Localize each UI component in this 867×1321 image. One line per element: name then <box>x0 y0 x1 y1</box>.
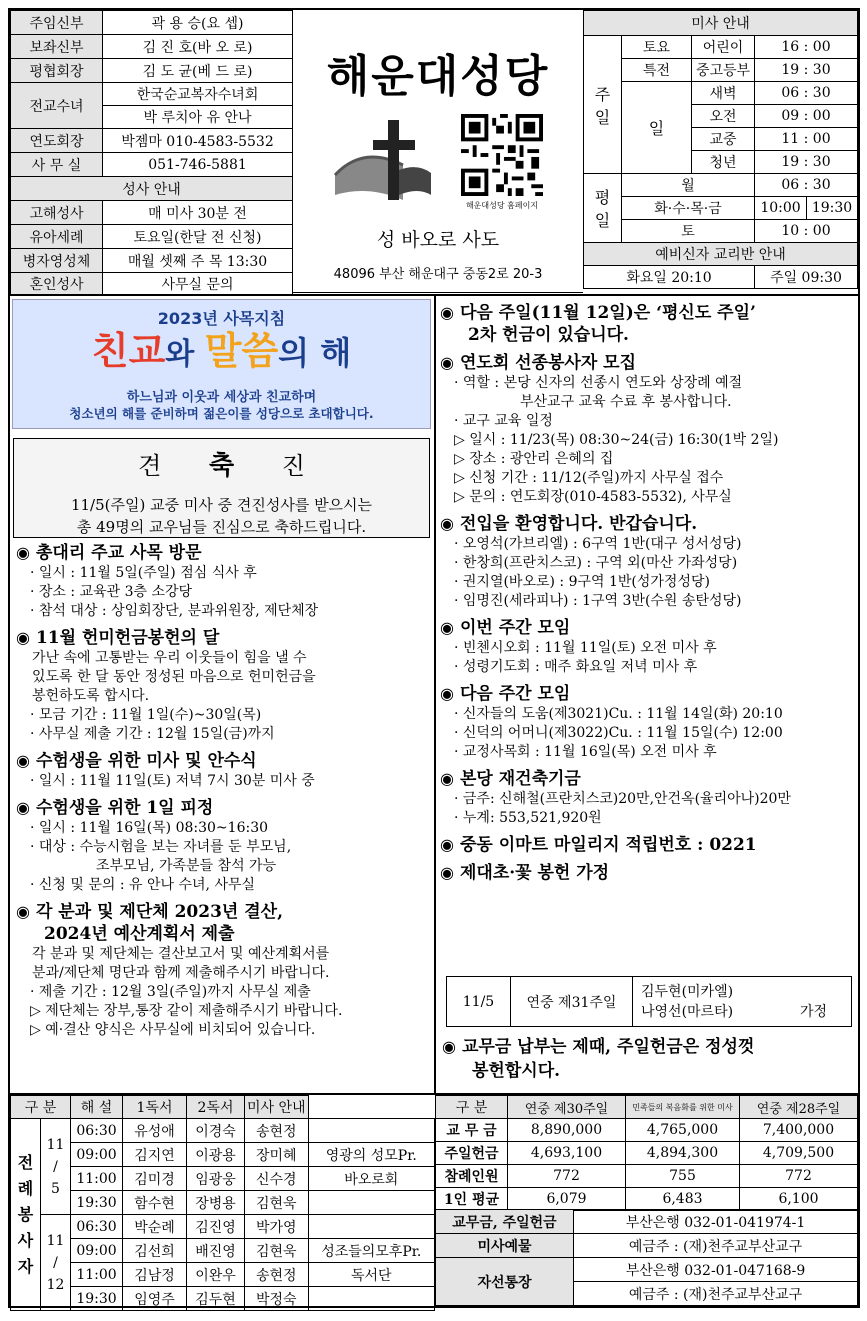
mass-weekday-label: 평 일 <box>584 174 622 243</box>
staff-name: 김 진 호(바 오 로) <box>103 35 293 59</box>
bullet-icon: ◉ <box>440 514 454 533</box>
mass-time: 06 : 30 <box>755 82 858 105</box>
notice-line: · 임명진(세라피나) : 1구역 3반(수원 송탄성당) <box>454 593 742 609</box>
notice-line: · 성령기도회 : 매주 화요일 저녁 미사 후 <box>454 659 698 675</box>
celebrate-emblem: 축 <box>208 451 235 481</box>
notice-line: 가난 속에 고통받는 우리 이웃들이 힘을 낼 수 <box>32 650 307 666</box>
sat-label: 토요 <box>622 36 692 59</box>
staff-role: 보좌신부 <box>11 35 103 59</box>
notice-line: 봉헌하도록 합시다. <box>32 688 150 704</box>
duty-cell: 함수현 <box>123 1191 187 1215</box>
duty-cell: 박순례 <box>123 1215 187 1239</box>
duty-cell: 김미경 <box>123 1167 187 1191</box>
notice-section <box>440 352 855 507</box>
church-name: 해운대성당 <box>326 51 550 102</box>
patron-saint: 성 바오로 사도 <box>376 229 500 251</box>
confirmation-box <box>13 438 430 538</box>
mass-sunday-label: 주 일 <box>584 36 622 174</box>
mass-time: 11 : 00 <box>755 128 858 151</box>
duty-header: 해 설 <box>71 1096 123 1119</box>
notice-line: · 신자들의 도움(제3021)Cu. : 11월 14일(화) 20:10 <box>454 706 783 722</box>
duty-cell: 06:30 <box>71 1215 123 1239</box>
notice-line: ▷ 예·결산 양식은 사무실에 비치되어 있습니다. <box>30 1022 316 1038</box>
notice-section <box>16 901 430 1040</box>
notice-line: · 일시 : 11월 16일(목) 08:30~16:30 <box>30 820 269 836</box>
sat-label: 특전 <box>622 59 692 82</box>
staff-role: 평협회장 <box>11 59 103 83</box>
final-note: ◉ 교무금 납부는 제때, 주일헌금은 정성껏 봉헌합시다. <box>442 1037 755 1081</box>
staff-name: 박 루치아 유 안나 <box>103 106 293 129</box>
bank-label: 자선통장 <box>436 1258 574 1306</box>
duty-cell: 19:30 <box>71 1191 123 1215</box>
staff-name: 박젬마 010-4583-5532 <box>103 129 293 153</box>
duty-cell: 김지연 <box>123 1143 187 1167</box>
bank-label: 교무금, 주일헌금 <box>436 1210 574 1234</box>
sacrament-value: 매 미사 30분 전 <box>103 201 293 225</box>
notice-title: ◉ 이번 주간 모임 <box>440 618 571 638</box>
finance-cell: 6,100 <box>740 1188 858 1211</box>
mass-time: 09 : 00 <box>755 105 858 128</box>
mass-type: 새벽 <box>692 82 755 105</box>
notice-line: · 누계: 553,521,920원 <box>454 810 602 826</box>
bullet-icon: ◉ <box>16 902 30 921</box>
duty-cell <box>308 1119 434 1143</box>
mass-table <box>583 10 858 289</box>
staff-role: 사 무 실 <box>11 153 103 177</box>
bank-holder: 예금주 : (재)천주교부산교구 <box>574 1282 858 1306</box>
sacrament-label: 병자영성체 <box>11 249 103 273</box>
confirmation-line2: 총 49명의 교우님들 진심으로 축하드립니다. <box>76 518 367 536</box>
notice-title-cont: 2차 헌금이 있습니다. <box>468 325 629 345</box>
bullet-icon: ◉ <box>440 835 454 854</box>
church-header <box>293 10 583 293</box>
notice-line: 있도록 한 달 동안 정성된 마음으로 헌미헌금을 <box>32 669 316 685</box>
mass-time: 19 : 30 <box>755 151 858 174</box>
finance-header: 연중 제30주일 <box>508 1096 626 1119</box>
duty-cell: 김두현 <box>187 1287 245 1311</box>
bullet-icon: ◉ <box>16 798 30 817</box>
finance-header: 민족들의 복음화를 위한 미사 <box>626 1096 740 1119</box>
finance-cell: 6,483 <box>626 1188 740 1211</box>
notice-title: ◉ 다음 주간 모임 <box>440 684 571 704</box>
notice-section <box>440 683 855 762</box>
duty-cell: 독서단 <box>308 1263 434 1287</box>
notice-line: ▷ 제단체는 장부,통장 같이 제출해주시기 바랍니다. <box>30 1003 343 1019</box>
mass-time: 19 : 30 <box>755 59 858 82</box>
weekday-type: 토 <box>622 220 755 243</box>
staff-name: 곽 용 승(요 셉) <box>103 11 293 35</box>
notice-title: ◉ 총대리 주교 사목 방문 <box>16 543 202 563</box>
mass-time: 19:30 <box>807 197 858 220</box>
notice-title: ◉ 다음 주일(11월 12일)은 ‘평신도 주일’ <box>440 303 756 323</box>
church-logo-icon <box>333 115 433 205</box>
notice-line: · 대상 : 수능시험을 보는 자녀를 둔 부모님, <box>30 839 292 855</box>
catechumen-tue: 화요일 20:10 <box>584 266 755 289</box>
duty-cell: 이광용 <box>187 1143 245 1167</box>
duty-cell: 09:00 <box>71 1239 123 1263</box>
duty-cell: 김진영 <box>187 1215 245 1239</box>
notice-title-cont: 2024년 예산계획서 제출 <box>44 924 235 944</box>
pastoral-banner <box>12 299 431 429</box>
bullet-icon: ◉ <box>440 863 454 882</box>
banner-top: 2023년 사목지침 <box>157 309 286 328</box>
notice-section <box>440 513 855 611</box>
left-notices <box>16 538 430 1044</box>
finance-header: 구 분 <box>436 1096 508 1119</box>
bullet-icon: ◉ <box>16 628 30 647</box>
bank-account: 부산은행 032-01-041974-1 <box>574 1210 858 1234</box>
duty-header: 2독서 <box>187 1096 245 1119</box>
notice-section <box>440 302 855 346</box>
duty-cell: 박가영 <box>245 1215 309 1239</box>
notice-title: ◉ 전입을 환영합니다. 반갑습니다. <box>440 514 698 534</box>
notice-line: · 빈첸시오회 : 11월 11일(토) 오전 미사 후 <box>454 640 717 656</box>
notice-title: ◉ 제대초·꽃 봉헌 가정 <box>440 863 610 883</box>
staff-name: 051-746-5881 <box>103 153 293 177</box>
notice-line: 부산교구 교육 수료 후 봉사합니다. <box>520 394 732 410</box>
notice-line: · 참석 대상 : 상임회장단, 분과위원장, 제단체장 <box>30 603 319 619</box>
duty-table <box>10 1095 435 1311</box>
right-notices <box>440 296 855 888</box>
finance-cell: 4,693,100 <box>508 1142 626 1165</box>
staff-table <box>10 10 293 296</box>
notice-title: ◉ 11월 헌미헌금봉헌의 달 <box>16 628 220 648</box>
finance-table <box>435 1095 858 1211</box>
notice-line: · 교구 교육 일정 <box>454 413 553 429</box>
mass-time: 06 : 30 <box>755 174 858 197</box>
duty-cell: 이완우 <box>187 1263 245 1287</box>
staff-name: 한국순교복자수녀회 <box>103 83 293 106</box>
finance-cell: 4,765,000 <box>626 1119 740 1142</box>
duty-header: 미사 안내 <box>245 1096 309 1119</box>
duty-cell: 배진영 <box>187 1239 245 1263</box>
duty-cell: 김남정 <box>123 1263 187 1287</box>
duty-cell: 바오로회 <box>308 1167 434 1191</box>
mass-time: 10:00 <box>755 197 807 220</box>
notice-line: · 신청 및 문의 : 유 안나 수녀, 사무실 <box>30 877 256 893</box>
notice-line: ▷ 신청 기간 : 11/12(주일)까지 사무실 접수 <box>454 470 724 486</box>
duty-cell: 11:00 <box>71 1167 123 1191</box>
notice-line: 분과/제단체 명단과 함께 제출해주시기 바랍니다. <box>32 965 330 981</box>
mass-time: 16 : 00 <box>755 36 858 59</box>
mass-type: 교중 <box>692 128 755 151</box>
notice-title: ◉ 수험생을 위한 미사 및 안수식 <box>16 751 257 771</box>
notice-line: · 권지열(바오로) : 9구역 1반(성가정성당) <box>454 574 710 590</box>
bullet-icon: ◉ <box>440 303 454 322</box>
finance-cell: 주일헌금 <box>436 1142 508 1165</box>
column-divider <box>434 296 436 1093</box>
notice-line: ▷ 장소 : 광안리 은혜의 집 <box>454 451 614 467</box>
notice-title: ◉ 수험생을 위한 1일 피정 <box>16 798 214 818</box>
duty-cell: 11:00 <box>71 1263 123 1287</box>
notice-line: · 일시 : 11월 11일(토) 저녁 7시 30분 미사 중 <box>30 773 315 789</box>
finance-cell: 755 <box>626 1165 740 1188</box>
notice-title: ◉ 연도회 선종봉사자 모집 <box>440 353 637 373</box>
finance-cell: 참례인원 <box>436 1165 508 1188</box>
notice-line: · 일시 : 11월 5일(주일) 점심 식사 후 <box>30 565 257 581</box>
notice-title: ◉ 각 분과 및 제단체 2023년 결산, <box>16 902 284 922</box>
staff-role: 주임신부 <box>11 11 103 35</box>
qr-caption: 해운대성당 홈페이지 <box>465 201 539 210</box>
notice-section <box>440 617 855 677</box>
notice-line: ▷ 일시 : 11/23(목) 08:30~24(금) 16:30(1박 2일) <box>454 432 779 448</box>
banner-sub2: 청소년의 해를 준비하며 젊은이를 성당으로 초대합니다. <box>69 406 374 421</box>
duty-cell: 09:00 <box>71 1143 123 1167</box>
finance-cell: 4,709,500 <box>740 1142 858 1165</box>
notice-line: · 장소 : 교육관 3층 소강당 <box>30 584 193 600</box>
mass-title: 미사 안내 <box>584 11 858 36</box>
qr-code-icon <box>461 114 543 196</box>
duty-date: 11 / 5 <box>41 1119 71 1215</box>
finance-cell: 7,400,000 <box>740 1119 858 1142</box>
notice-section <box>16 750 430 791</box>
bullet-icon: ◉ <box>440 353 454 372</box>
mass-type: 오전 <box>692 105 755 128</box>
duty-header: 1독서 <box>123 1096 187 1119</box>
duty-cell: 박정숙 <box>245 1287 309 1311</box>
sacrament-title: 성사 안내 <box>11 177 293 201</box>
notice-line: 조부모님, 가족분들 참석 가능 <box>96 858 277 874</box>
bullet-icon: ◉ <box>16 543 30 562</box>
mass-type: 중고등부 <box>692 59 755 82</box>
duty-cell: 06:30 <box>71 1119 123 1143</box>
staff-role: 연도회장 <box>11 129 103 153</box>
finance-cell: 8,890,000 <box>508 1119 626 1142</box>
sacrament-value: 사무실 문의 <box>103 273 293 296</box>
notice-title: ◉ 중동 이마트 마일리지 적립번호 : 0221 <box>440 835 757 855</box>
notice-section <box>440 768 855 828</box>
mass-type: 어린이 <box>692 36 755 59</box>
duty-cell: 이경숙 <box>187 1119 245 1143</box>
bank-table <box>435 1209 858 1306</box>
finance-cell: 교 무 금 <box>436 1119 508 1142</box>
finance-cell: 772 <box>740 1165 858 1188</box>
sacrament-value: 토요일(한달 전 신청) <box>103 225 293 249</box>
notice-title: ◉ 본당 재건축기금 <box>440 769 581 789</box>
catechumen-sun: 주일 09:30 <box>755 266 858 289</box>
finance-cell: 772 <box>508 1165 626 1188</box>
bank-account: 부산은행 032-01-047168-9 <box>574 1258 858 1282</box>
finance-header: 연중 제28주일 <box>740 1096 858 1119</box>
bank-holder: 예금주 : (재)천주교부산교구 <box>574 1234 858 1258</box>
sacrament-label: 혼인성사 <box>11 273 103 296</box>
sacrament-label: 고해성사 <box>11 201 103 225</box>
banner-headline: 친교와 말씀의 해 <box>91 329 352 373</box>
notice-line: · 교정사목회 : 11월 16일(목) 오전 미사 후 <box>454 744 717 760</box>
church-address: 48096 부산 해운대구 중동2로 20-3 <box>333 267 543 282</box>
staff-name: 김 도 균(베 드 로) <box>103 59 293 83</box>
finance-cell: 1인 평균 <box>436 1188 508 1211</box>
weekday-type: 화·수·목·금 <box>622 197 755 220</box>
duty-cell: 송현정 <box>245 1263 309 1287</box>
duty-cell: 임영주 <box>123 1287 187 1311</box>
duty-cell <box>308 1287 434 1311</box>
flower-families: 김두현(미카엘) 나영선(마르타) 가정 <box>633 977 852 1027</box>
duty-cell: 신수경 <box>245 1167 309 1191</box>
duty-cell <box>308 1191 434 1215</box>
duty-header: 구 분 <box>11 1096 71 1119</box>
confirmation-line1: 11/5(주일) 교중 미사 중 견진성사를 받으시는 <box>70 496 373 514</box>
banner-sub1: 하느님과 이웃과 세상과 친교하며 <box>126 390 317 405</box>
notice-section <box>16 542 430 621</box>
notice-line: 각 분과 및 제단체는 결산보고서 및 예산계획서를 <box>32 946 330 962</box>
duty-date: 11 / 12 <box>41 1215 71 1311</box>
duty-cell: 영광의 성모Pr. <box>308 1143 434 1167</box>
duty-cell <box>308 1215 434 1239</box>
duty-cell: 장병용 <box>187 1191 245 1215</box>
bullet-icon: ◉ <box>440 618 454 637</box>
duty-cell: 김현욱 <box>245 1191 309 1215</box>
duty-cell: 김현욱 <box>245 1239 309 1263</box>
notice-line: · 오영석(가브리엘) : 6구역 1반(대구 성서성당) <box>454 536 742 552</box>
staff-role: 전교수녀 <box>11 83 103 129</box>
duty-cell: 유성애 <box>123 1119 187 1143</box>
flower-mass: 연중 제31주일 <box>511 977 633 1027</box>
notice-section <box>16 627 430 744</box>
notice-section <box>16 797 430 895</box>
bullet-icon: ◉ <box>440 684 454 703</box>
mass-type: 청년 <box>692 151 755 174</box>
duty-cell: 송현정 <box>245 1119 309 1143</box>
duty-cell: 김선희 <box>123 1239 187 1263</box>
notice-line: · 사무실 제출 기간 : 12월 15일(금)까지 <box>30 726 275 742</box>
bullet-icon: ◉ <box>440 769 454 788</box>
notice-line: · 신덕의 어머니(제3022)Cu. : 11월 15일(수) 12:00 <box>454 725 783 741</box>
flower-table <box>446 976 852 1027</box>
notice-line: · 제출 기간 : 12월 3일(주일)까지 사무실 제출 <box>30 984 311 1000</box>
duty-cell: 19:30 <box>71 1287 123 1311</box>
sunday-label: 일 <box>622 82 692 174</box>
notice-line: ▷ 문의 : 연도회장(010-4583-5532), 사무실 <box>454 489 732 505</box>
duty-cell: 임광웅 <box>187 1167 245 1191</box>
notice-section <box>440 862 855 884</box>
confirmation-heading: 견 축 진 <box>14 445 429 482</box>
duty-cell: 장미혜 <box>245 1143 309 1167</box>
notice-section <box>440 834 855 856</box>
finance-cell: 4,894,300 <box>626 1142 740 1165</box>
bullet-icon: ◉ <box>16 751 30 770</box>
flower-date: 11/5 <box>447 977 511 1027</box>
bank-label: 미사예물 <box>436 1234 574 1258</box>
notice-line: · 모금 기간 : 11월 1일(수)~30일(목) <box>30 707 262 723</box>
notice-line: · 역할 : 본당 신자의 선종시 연도와 상장례 예절 <box>454 375 743 391</box>
sacrament-value: 매월 셋째 주 목 13:30 <box>103 249 293 273</box>
sacrament-label: 유아세례 <box>11 225 103 249</box>
notice-line: · 금주: 신해철(프란치스코)20만,안건옥(율리아나)20만 <box>454 791 791 807</box>
finance-cell: 6,079 <box>508 1188 626 1211</box>
notice-line: · 한창희(프란치스코) : 구역 외(마산 가좌성당) <box>454 555 738 571</box>
duty-side-label: 전 례 봉 사 자 <box>11 1119 41 1311</box>
mass-time: 10 : 00 <box>755 220 858 243</box>
weekday-type: 월 <box>622 174 755 197</box>
duty-cell: 성조들의모후Pr. <box>308 1239 434 1263</box>
catechumen-title: 예비신자 교리반 안내 <box>584 243 858 266</box>
